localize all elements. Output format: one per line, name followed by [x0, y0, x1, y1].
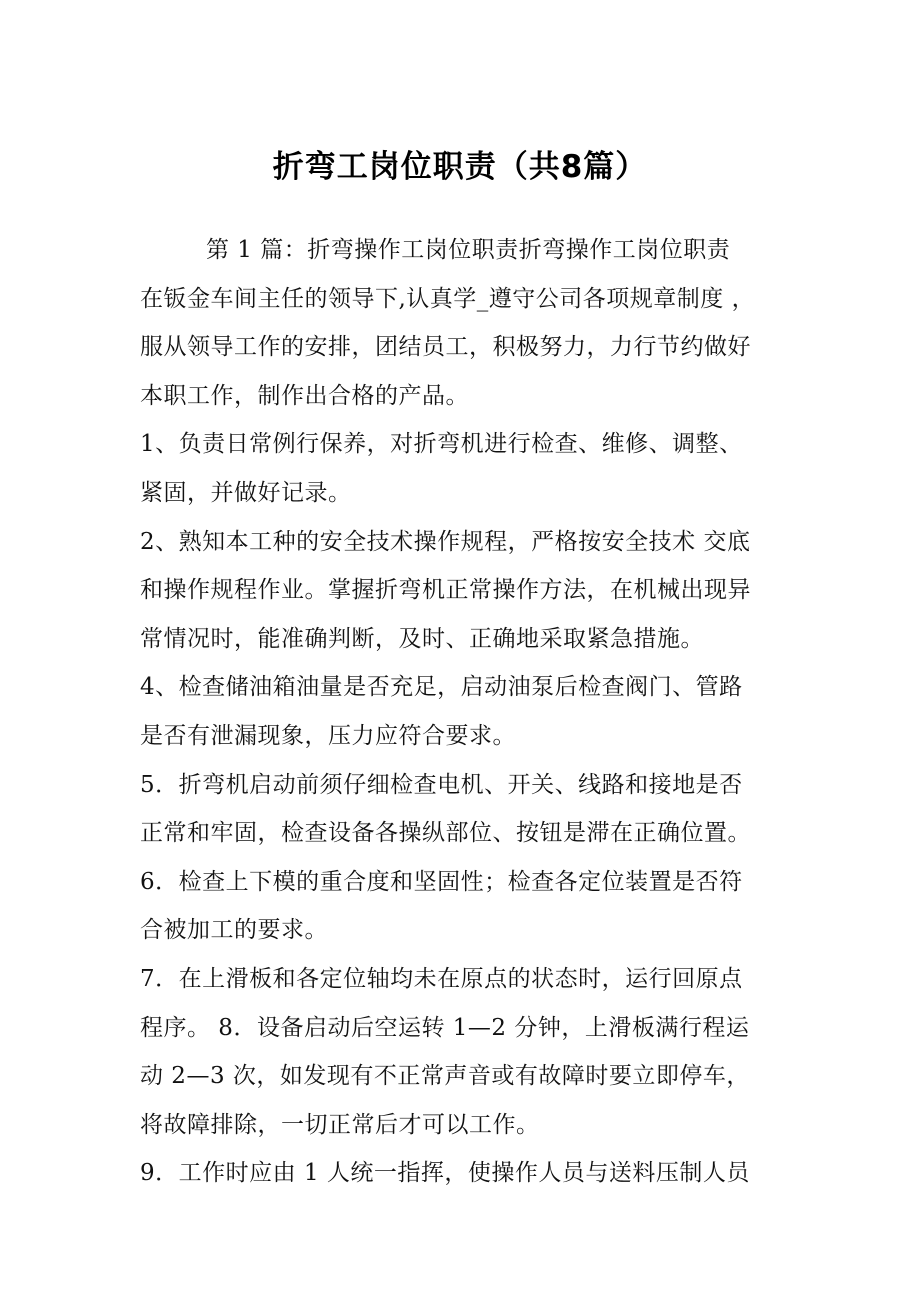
document-body — [140, 226, 790, 1198]
text-line: 本职工作，制作出合格的产品。 — [140, 382, 469, 409]
text-line: 常情况时，能准确判断，及时、正确地采取紧急措施。 — [140, 625, 704, 652]
text-line: 第 1 篇：折弯操作工岗位职责折弯操作工岗位职责 — [206, 237, 731, 263]
text-line: 7．在上滑板和各定位轴均未在原点的状态时，运行回原点 — [140, 965, 743, 992]
text-line: 正常和牢固，检查设备各操纵部位、按钮是滞在正确位置。 — [140, 820, 751, 847]
text-line: 程序。 8．设备启动后空运转 1—2 分钟，上滑板满行程运 — [140, 1014, 750, 1041]
text-line: 紧固，并做好记录。 — [140, 479, 352, 506]
text-line: 和操作规程作业。掌握折弯机正常操作方法，在机械出现异 — [140, 577, 751, 604]
text-line: 4、检查储油箱油量是否充足，启动油泵后检查阀门、管路 — [140, 674, 743, 701]
text-line: 1、负责日常例行保养，对折弯机进行检查、维修、调整、 — [140, 431, 743, 458]
text-line: 在钣金车间主任的领导下,认真学_遵守公司各项规章制度 ， — [140, 285, 756, 312]
text-line: 合被加工的要求。 — [140, 917, 328, 944]
text-line: 2、熟知本工种的安全技术操作规程，严格按安全技术 交底 — [140, 528, 751, 555]
text-line: 动 2—3 次，如发现有不正常声音或有故障时要立即停车， — [140, 1063, 750, 1090]
text-line: 6．检查上下模的重合度和坚固性；检查各定位装置是否符 — [140, 868, 743, 895]
text-line: 服从领导工作的安排，团结员工，积极努力，力行节约做好 — [140, 334, 751, 361]
text-line: 9．工作时应由 1 人统一指挥，使操作人员与送料压制人员 — [140, 1160, 750, 1187]
text-line: 是否有泄漏现象，压力应符合要求。 — [140, 722, 516, 749]
text-line: 5．折弯机启动前须仔细检查电机、开关、线路和接地是否 — [140, 771, 743, 798]
document-title: 折弯工岗位职责（共8篇） — [272, 149, 648, 185]
text-line: 将故障排除，一切正常后才可以工作。 — [140, 1111, 540, 1138]
